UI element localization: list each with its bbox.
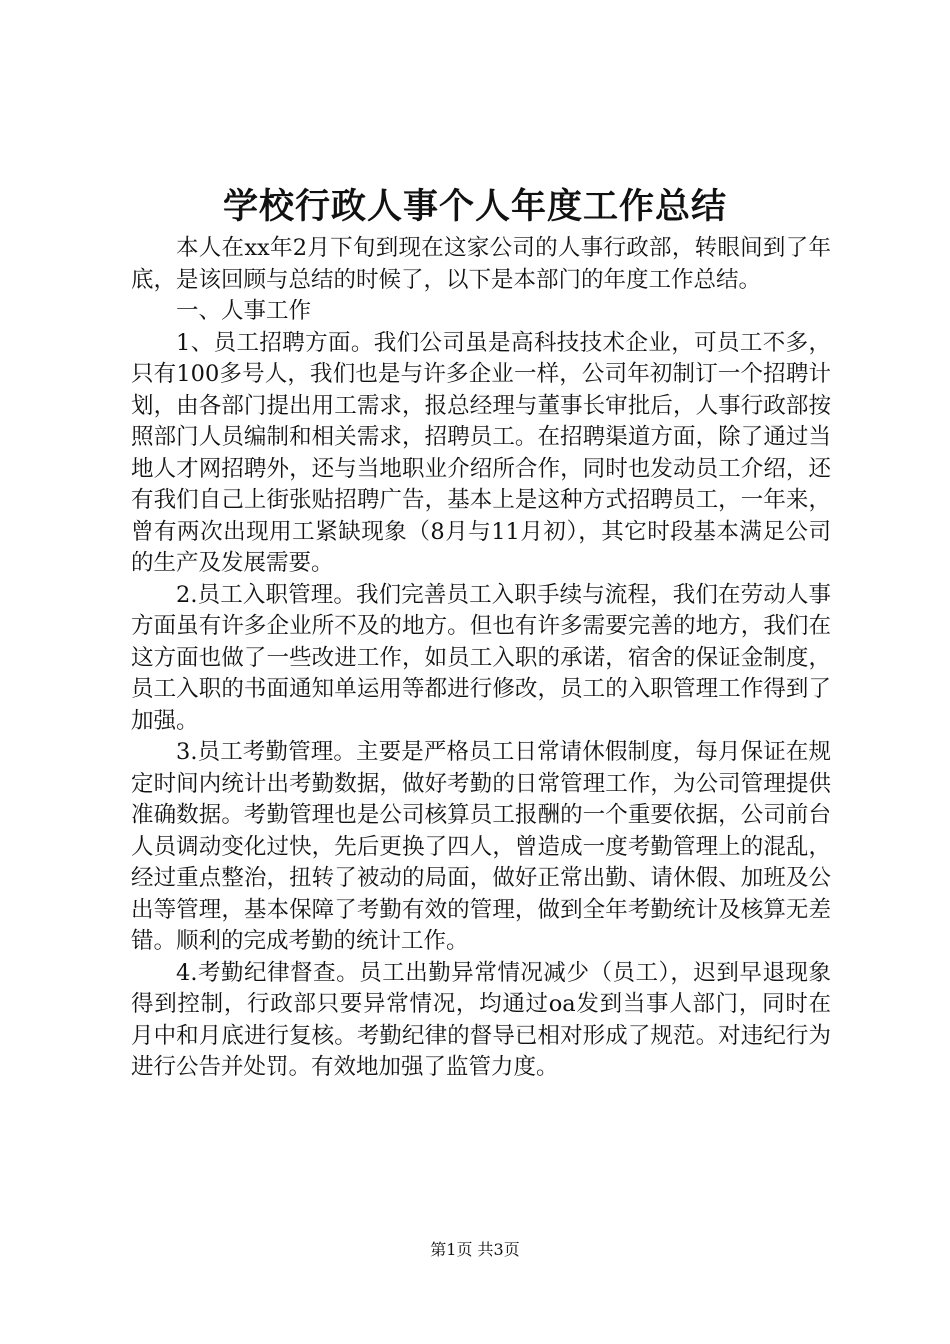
- document-body: [131, 233, 831, 1084]
- paragraph-recruitment: 1、员工招聘方面。我们公司虽是高科技技术企业，可员工不多，只有100多号人，我们也是与许多企业一样，公司年初制订一个招聘计划，由各部门提出用工需求，报总经理与董事长审批后，人事行政部按照部门人员编制和相关需求，招聘员工。在招聘渠道方面，除了通过当地人才网招聘外，还与当地职业介绍所合作，同时也发动员工介绍，还有我们自己上街张贴招聘广告，基本上是这种方式招聘员工，一年来，曾有两次出现用工紧缺现象（8月与11月初），其它时段基本满足公司的生产及发展需要。: [131, 329, 831, 576]
- intro-paragraph: 本人在xx年2月下旬到现在这家公司的人事行政部，转眼间到了年底，是该回顾与总结的时候了，以下是本部门的年度工作总结。: [131, 235, 831, 293]
- paragraph-attendance: 3.员工考勤管理。主要是严格员工日常请休假制度，每月保证在规定时间内统计出考勤数据，做好考勤的日常管理工作，为公司管理提供准确数据。考勤管理也是公司核算员工报酬的一个重要依据，公司前台人员调动变化过快，先后更换了四人，曾造成一度考勤管理上的混乱，经过重点整治，扭转了被动的局面，做好正常出勤、请休假、加班及公出等管理，基本保障了考勤有效的管理，做到全年考勤统计及核算无差错。顺利的完成考勤的统计工作。: [131, 739, 831, 954]
- document-title: 学校行政人事个人年度工作总结: [222, 186, 727, 227]
- section-heading: 一、人事工作: [176, 298, 312, 324]
- page-footer: 第1页 共3页: [430, 1240, 520, 1259]
- paragraph-onboarding: 2.员工入职管理。我们完善员工入职手续与流程，我们在劳动人事方面虽有许多企业所不及的地方。但也有许多需要完善的地方，我们在这方面也做了一些改进工作，如员工入职的承诺，宿舍的保证金制度，员工入职的书面通知单运用等都进行修改，员工的入职管理工作得到了加强。: [131, 581, 831, 734]
- paragraph-discipline: 4.考勤纪律督查。员工出勤异常情况减少（员工），迟到早退现象得到控制，行政部只要异常情况，均通过oa发到当事人部门，同时在月中和月底进行复核。考勤纪律的督导已相对形成了规范。对违纪行为进行公告并处罚。有效地加强了监管力度。: [131, 959, 831, 1080]
